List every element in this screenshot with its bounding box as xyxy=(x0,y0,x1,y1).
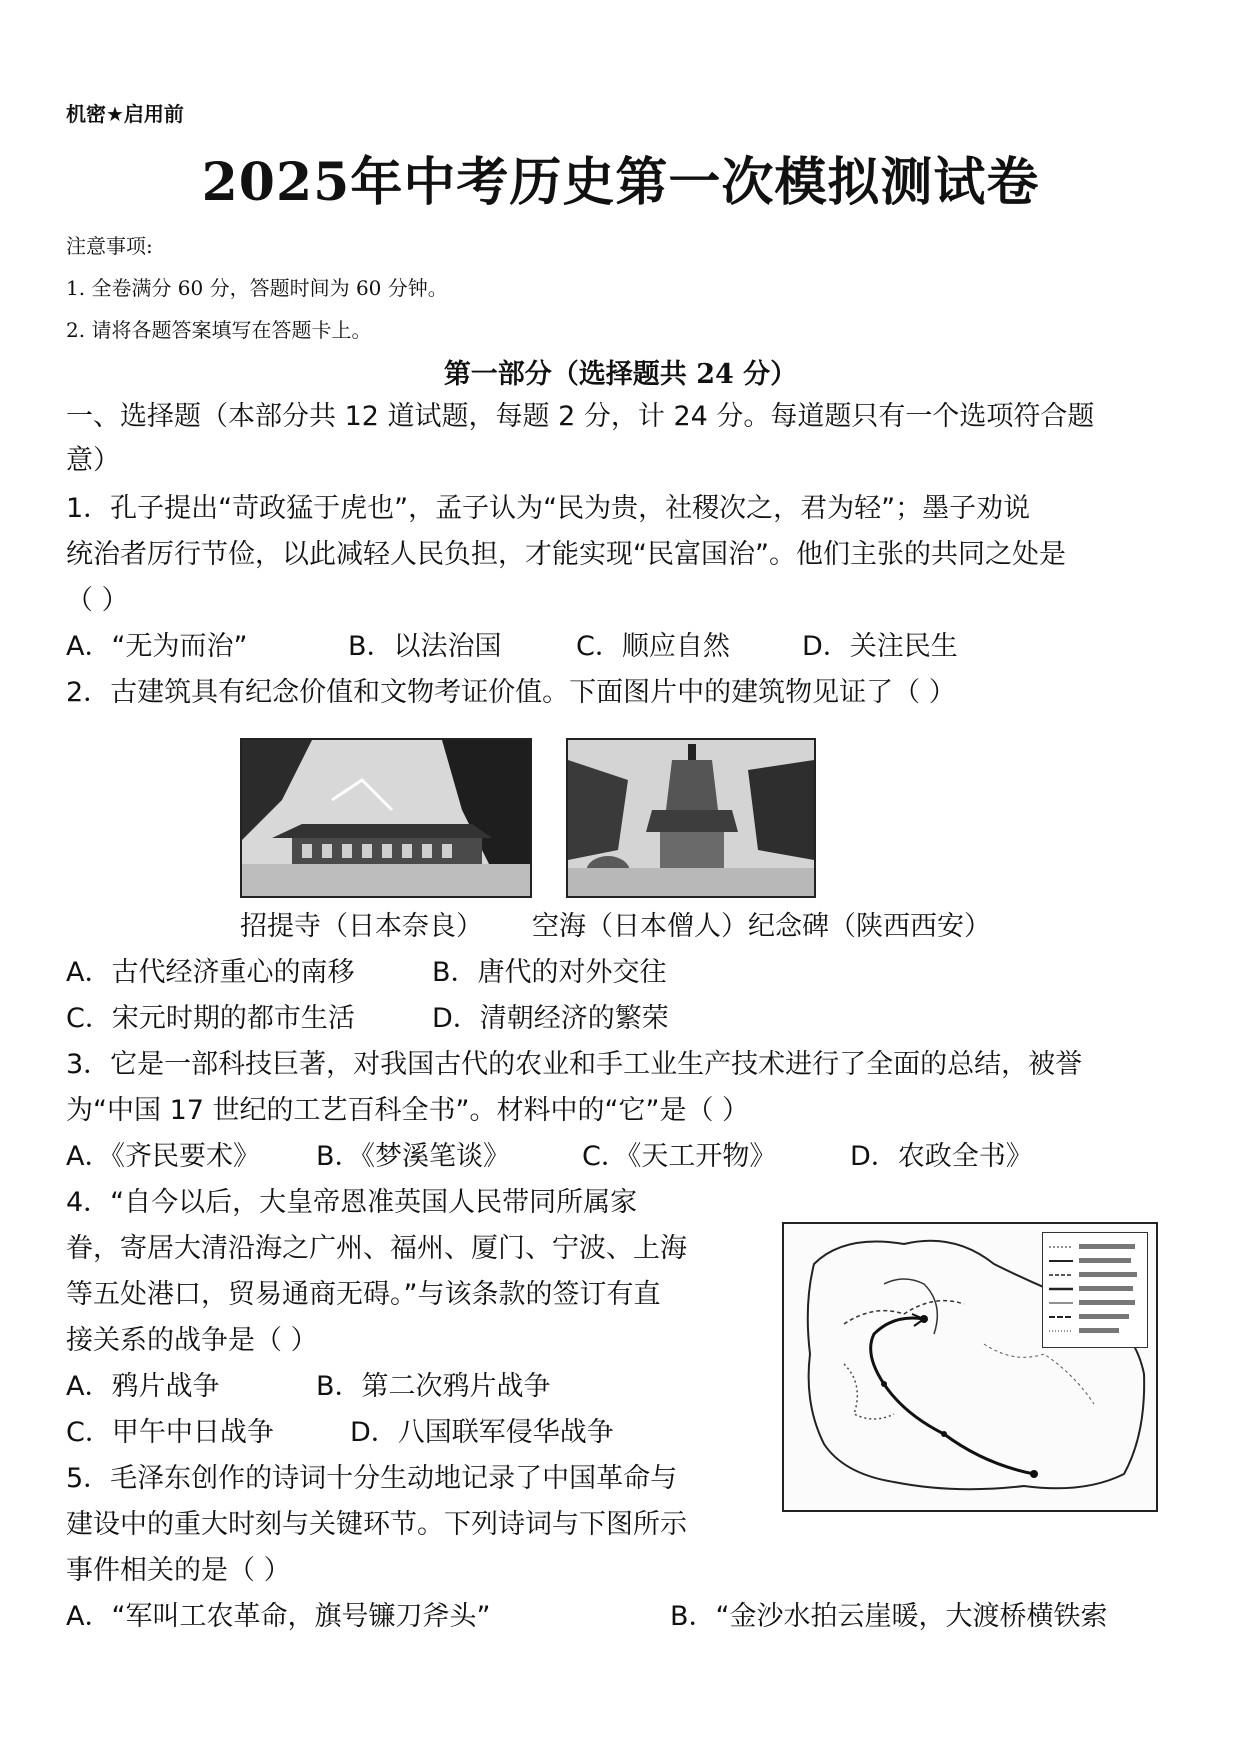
part1-title: 第一部分（选择题共 24 分） xyxy=(443,359,798,390)
notice-item-2: 2. 请将各题答案填写在答题卡上。 xyxy=(66,318,372,342)
q1-line2: 统治者厉行节俭，以此减轻人民负担，才能实现“民富国治”。他们主张的共同之处是 xyxy=(66,539,1066,570)
part1-instruction-line2: 意） xyxy=(66,445,120,476)
q3-line1: 3．它是一部科技巨著，对我国古代的农业和手工业生产技术进行了全面的总结，被誉 xyxy=(66,1049,1083,1080)
q1-option-a[interactable]: A．“无为而治” xyxy=(66,631,248,662)
q3-line2: 为“中国 17 世纪的工艺百科全书”。材料中的“它”是（ ） xyxy=(66,1095,750,1126)
q4-option-c[interactable]: C．甲午中日战争 xyxy=(66,1417,274,1448)
q5-line3: 事件相关的是（ ） xyxy=(66,1555,291,1586)
q2-line1: 2．古建筑具有纪念价值和文物考证价值。下面图片中的建筑物见证了（ ） xyxy=(66,677,956,708)
q5-line1: 5．毛泽东创作的诗词十分生动地记录了中国革命与 xyxy=(66,1463,678,1494)
q5-line2: 建设中的重大时刻与关键环节。下列诗词与下图所示 xyxy=(66,1509,687,1540)
q1-option-c[interactable]: C．顺应自然 xyxy=(576,631,730,662)
part1-instruction-line1: 一、选择题（本部分共 12 道试题，每题 2 分，计 24 分。每道题只有一个选项符合题 xyxy=(66,401,1095,432)
q2-option-d[interactable]: D．清朝经济的繁荣 xyxy=(432,1003,669,1034)
q3-options xyxy=(66,1134,1033,1180)
q5-option-b[interactable]: B．“金沙水拍云崖暖，大渡桥横铁索 xyxy=(670,1601,1108,1632)
q2-option-b[interactable]: B．唐代的对外交往 xyxy=(432,957,667,988)
monument-caption: 空海（日本僧人）纪念碑（陕西西安） xyxy=(532,911,991,942)
temple-photo xyxy=(240,738,532,898)
q4-options-row2 xyxy=(66,1410,614,1456)
q4-line4: 接关系的战争是（ ） xyxy=(66,1325,318,1356)
monument-photo xyxy=(566,738,816,898)
q3-option-a[interactable]: A．《齐民要术》 xyxy=(66,1141,260,1172)
map-legend xyxy=(1042,1232,1148,1348)
q2-options-row2 xyxy=(66,996,669,1042)
temple-caption: 招提寺（日本奈良） xyxy=(240,911,483,942)
notice-heading: 注意事项: xyxy=(66,234,153,258)
q4-line2: 眷，寄居大清沿海之广州、福州、厦门、宁波、上海 xyxy=(66,1233,687,1264)
q3-option-b[interactable]: B．《梦溪笔谈》 xyxy=(316,1141,511,1172)
exam-title: 2025年中考历史第一次模拟测试卷 xyxy=(201,152,1040,213)
q1-line3: （ ） xyxy=(66,585,129,616)
q5-option-a[interactable]: A．“军叫工农革命，旗号镰刀斧头” xyxy=(66,1601,491,1632)
q3-option-d[interactable]: D．农政全书》 xyxy=(850,1141,1033,1172)
q1-option-b[interactable]: B．以法治国 xyxy=(348,631,502,662)
q5-options-row1 xyxy=(66,1594,1108,1640)
q2-options-row1 xyxy=(66,950,667,996)
temple-photo-image xyxy=(242,740,530,896)
q4-option-a[interactable]: A．鸦片战争 xyxy=(66,1371,220,1402)
map-legend-lines xyxy=(1043,1233,1147,1347)
q2-option-a[interactable]: A．古代经济重心的南移 xyxy=(66,957,355,988)
long-march-map xyxy=(782,1222,1158,1512)
q3-option-c[interactable]: C．《天工开物》 xyxy=(582,1141,777,1172)
notice-item-1: 1. 全卷满分 60 分，答题时间为 60 分钟。 xyxy=(66,276,448,300)
q4-line3: 等五处港口，贸易通商无碍。”与该条款的签订有直 xyxy=(66,1279,661,1310)
q2-option-c[interactable]: C．宋元时期的都市生活 xyxy=(66,1003,355,1034)
q4-options-row1 xyxy=(66,1364,551,1410)
monument-photo-image xyxy=(568,740,814,896)
q4-option-d[interactable]: D．八国联军侵华战争 xyxy=(350,1417,614,1448)
q1-option-d[interactable]: D．关注民生 xyxy=(802,631,958,662)
confidential-label: 机密★启用前 xyxy=(66,102,184,126)
q1-line1: 1．孔子提出“苛政猛于虎也”，孟子认为“民为贵，社稷次之，君为轻”；墨子劝说 xyxy=(66,493,1031,524)
q4-line1: 4．“自今以后，大皇帝恩准英国人民带同所属家 xyxy=(66,1187,638,1218)
q1-options xyxy=(66,624,958,670)
q4-option-b[interactable]: B．第二次鸦片战争 xyxy=(316,1371,551,1402)
